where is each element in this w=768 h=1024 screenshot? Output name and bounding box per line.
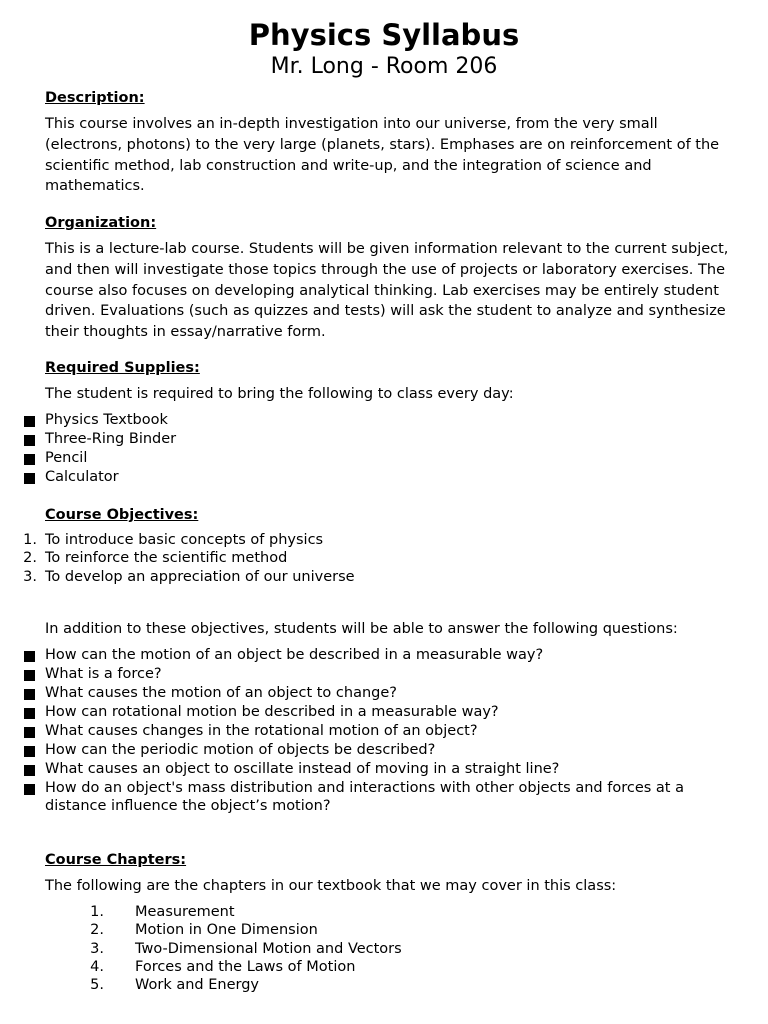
list-item: 3. To develop an appreciation of our universe <box>23 568 355 585</box>
bullet-square-icon <box>24 784 35 795</box>
bullet-square-icon <box>24 473 35 484</box>
supplies-heading: Required Supplies: <box>45 360 200 376</box>
bullet-square-icon <box>24 708 35 719</box>
list-item: How do an object's mass distribution and interactions with other objects and forces at a distance influence the object’s motion? <box>0 779 725 815</box>
list-item: What causes an object to oscillate instead of moving in a straight line? <box>0 760 725 779</box>
questions-intro: In addition to these objectives, students will be able to answer the following questions: <box>45 621 678 637</box>
bullet-square-icon <box>24 651 35 662</box>
questions-list <box>0 646 725 815</box>
list-item: What causes changes in the rotational motion of an object? <box>0 722 725 741</box>
list-item: 2. Motion in One Dimension <box>90 922 318 939</box>
description-text: This course involves an in-depth investigation into our universe, from the very small (electrons, photons) to the very large (planets, stars). Emphases are on reinforcement of the scientific method, lab construction and write-up, and the integration of science and mathematics. <box>45 116 720 195</box>
list-item: What is a force? <box>0 665 725 684</box>
list-item: 5. Work and Energy <box>90 977 259 994</box>
chapters-intro: The following are the chapters in our textbook that we may cover in this class: <box>45 878 617 894</box>
list-item: 1. Measurement <box>90 904 235 920</box>
list-item: Pencil <box>0 449 725 468</box>
bullet-square-icon <box>24 454 35 465</box>
chapters-heading: Course Chapters: <box>45 852 187 868</box>
objectives-heading: Course Objectives: <box>45 507 199 523</box>
list-item: 4. Forces and the Laws of Motion <box>90 958 356 975</box>
bullet-square-icon <box>24 727 35 738</box>
page-subtitle: Mr. Long - Room 206 <box>270 54 498 79</box>
organization-text: This is a lecture-lab course. Students will be given information relevant to the current subject, and then will investigate those topics through the use of projects or laboratory exercises. The course also focuses on developing analytical thinking. Lab exercises may be entirely student driven. Evaluations (such as quizzes and tests) will ask the student to analyze and synthesize their thoughts in essay/narrative form. <box>45 241 729 341</box>
list-item: What causes the motion of an object to change? <box>0 684 725 703</box>
bullet-square-icon <box>24 416 35 427</box>
supplies-list <box>0 411 725 487</box>
bullet-square-icon <box>24 765 35 776</box>
list-item: 2. To reinforce the scientific method <box>23 550 288 567</box>
list-item: Three-Ring Binder <box>0 430 725 449</box>
chapters-list <box>0 903 735 994</box>
description-heading: Description: <box>45 90 145 106</box>
list-item: Physics Textbook <box>0 411 725 430</box>
page-title: Physics Syllabus <box>248 18 520 52</box>
list-item: 1. To introduce basic concepts of physics <box>23 532 324 548</box>
objectives-list <box>0 531 725 586</box>
list-item: How can rotational motion be described in a measurable way? <box>0 703 725 722</box>
list-item: How can the periodic motion of objects be described? <box>0 741 725 760</box>
supplies-intro: The student is required to bring the following to class every day: <box>45 386 514 402</box>
list-item: 3. Two-Dimensional Motion and Vectors <box>90 940 402 957</box>
bullet-square-icon <box>24 435 35 446</box>
list-item: Calculator <box>0 468 725 487</box>
list-item: How can the motion of an object be described in a measurable way? <box>0 646 725 665</box>
organization-heading: Organization: <box>45 215 157 231</box>
bullet-square-icon <box>24 746 35 757</box>
bullet-square-icon <box>24 670 35 681</box>
bullet-square-icon <box>24 689 35 700</box>
